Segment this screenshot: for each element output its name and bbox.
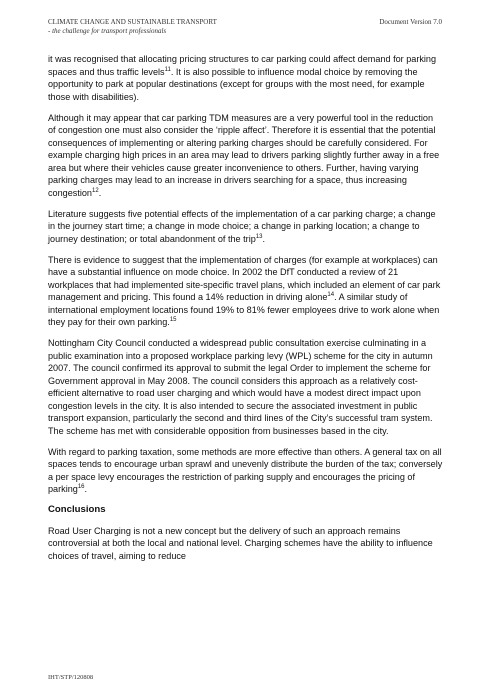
paragraph-text: With regard to parking taxation, some methods are more effective than others. A general tax on all spaces tends to encourage urban sprawl and unevenly distribute the burden of the tax; conversely a per space levy encourages the restriction of parking supply and encourages the pricing of parking <box>48 446 443 494</box>
footnote-marker: 13 <box>255 233 263 240</box>
body-paragraph <box>48 53 443 103</box>
footnote-marker: 11 <box>164 66 171 73</box>
body-paragraph <box>48 112 443 200</box>
paragraph-text: . A similar study of international employment locations found 19% to 81% fewer employees drive to work alone when they pay for their own parking. <box>48 292 440 327</box>
paragraph-text: There is evidence to suggest that the implementation of charges (for example at workplaces) can have a substantial influence on mode choice. In 2002 the DfT conducted a review of 21 workplaces that had implemented site-specific travel plans, which included an element of car park management and pricing. This found a 14% reduction in driving alone <box>48 254 441 302</box>
body-paragraph <box>48 208 443 246</box>
body-paragraph <box>48 337 443 437</box>
paragraph-list <box>48 53 443 496</box>
document-header <box>48 18 217 36</box>
conclusions-heading: Conclusions <box>48 504 106 515</box>
paragraph-text: Although it may appear that car parking TDM measures are a very powerful tool in the reduction of congestion one must also consider the ‘ripple affect’. Therefore it is essential that the potential consequences of implementing or altering parking charges should be carefully considered. For example charging high prices in an area may lead to drivers parking slightly further away in a free area but where their vehicles cause greater inconvenience to others. Further, having varying parking charges may lead to an increase in drivers searching for a space, thus increasing congestion <box>48 112 440 198</box>
paragraph-text: Literature suggests five potential effects of the implementation of a car parking charge; a change in the journey start time; a change in mode choice; a change in parking location; a change to journey destination; or total abandonment of the trip <box>48 208 436 244</box>
footnote-marker: 14 <box>327 291 335 298</box>
body-paragraph <box>48 254 443 329</box>
document-body <box>48 53 443 571</box>
paragraph-text: . <box>84 484 88 494</box>
footnote-marker: 12 <box>92 187 99 194</box>
document-version: Document Version 7.0 <box>379 18 442 26</box>
paragraph-text: it was recognised that allocating pricing structures to car parking could affect demand for parking spaces and thus traffic levels <box>48 54 437 77</box>
header-subtitle: - the challenge for transport professionals <box>48 27 167 35</box>
paragraph-text: . <box>262 233 265 244</box>
paragraph-text: . It is also possible to influence modal choice by removing the opportunity to park at popular destinations (except for groups with the most need, for example those with disabilities). <box>48 66 425 102</box>
conclusions-paragraph: Road User Charging is not a new concept but the delivery of such an approach remains controversial at both the local and national level. Charging schemes have the ability to influence choices of travel, aiming to reduce <box>48 525 433 561</box>
paragraph-text: . <box>98 187 102 198</box>
body-paragraph <box>48 446 443 496</box>
paragraph-text: Nottingham City Council conducted a widespread public consultation exercise culminating in a public examination into a proposed workplace parking levy (WPL) scheme for the city in autumn 2007. The council confirmed its approval to submit the legal Order to implement the scheme for Government approval in May 2008. The council considers this approach as a relatively cost-efficient alternative to road user charging and which would have a modest direct impact upon congestion levels in the city. It is also intended to secure the associated investment in public transport expansion, particularly the second and third lines of the City’s successful tram system. The scheme has met with considerable opposition from businesses based in the city. <box>48 338 433 436</box>
header-title: CLIMATE CHANGE AND SUSTAINABLE TRANSPORT <box>48 18 217 26</box>
footnote-marker: 16 <box>77 483 85 490</box>
footnote-marker: 15 <box>169 316 177 323</box>
footer-code: IHT/STP/120808 <box>48 674 94 681</box>
